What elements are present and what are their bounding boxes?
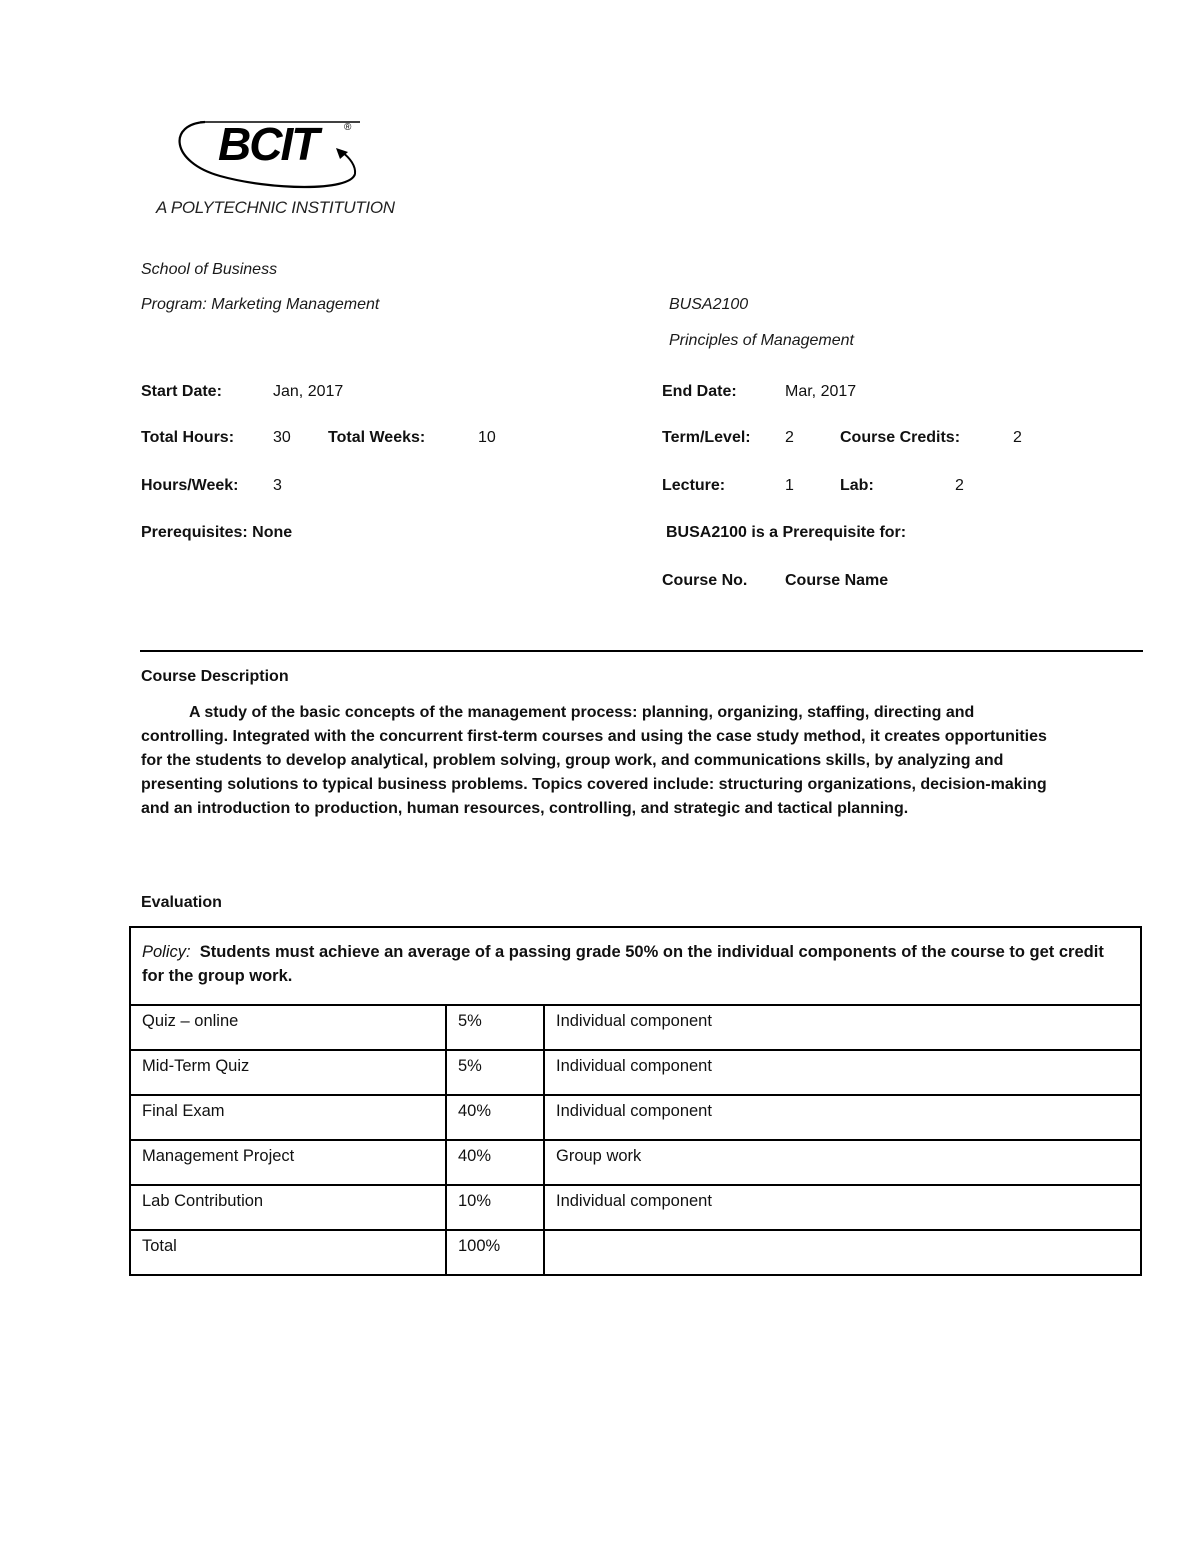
- evaluation-table: [129, 926, 1142, 1276]
- svg-text:®: ®: [344, 122, 352, 133]
- item-cell: Lab Contribution: [130, 1185, 446, 1230]
- weight-cell: 10%: [446, 1185, 544, 1230]
- course-no-header: Course No.: [662, 572, 748, 589]
- policy-cell: [130, 927, 1141, 1005]
- weight-cell: 100%: [446, 1230, 544, 1275]
- prerequisites: Prerequisites: None: [141, 524, 293, 541]
- type-cell: Group work: [544, 1140, 1141, 1185]
- end-date-value: Mar, 2017: [785, 383, 857, 400]
- course-title: Principles of Management: [669, 332, 854, 349]
- term-level-label: Term/Level:: [662, 429, 751, 446]
- course-description-body: [141, 701, 1061, 821]
- section-divider: [140, 650, 1143, 652]
- school-name: School of Business: [141, 261, 278, 278]
- term-level-value: 2: [785, 429, 794, 446]
- total-hours-value: 30: [273, 429, 291, 446]
- type-cell: Individual component: [544, 1185, 1141, 1230]
- item-cell: Management Project: [130, 1140, 446, 1185]
- lab-value: 2: [955, 477, 964, 494]
- weight-cell: 5%: [446, 1050, 544, 1095]
- lecture-value: 1: [785, 477, 794, 494]
- course-credits-label: Course Credits:: [840, 429, 961, 446]
- weight-cell: 40%: [446, 1095, 544, 1140]
- total-hours-label: Total Hours:: [141, 429, 235, 446]
- type-cell: [544, 1230, 1141, 1275]
- hours-week-value: 3: [273, 477, 282, 494]
- policy-label: Policy:: [142, 943, 191, 961]
- table-row-total: [130, 1230, 1141, 1275]
- type-cell: Individual component: [544, 1005, 1141, 1050]
- lab-label: Lab:: [840, 477, 874, 494]
- table-row: [130, 1140, 1141, 1185]
- lecture-label: Lecture:: [662, 477, 726, 494]
- table-row: [130, 1185, 1141, 1230]
- table-row: [130, 1050, 1141, 1095]
- item-cell: Total: [130, 1230, 446, 1275]
- hours-week-label: Hours/Week:: [141, 477, 239, 494]
- start-date-value: Jan, 2017: [273, 383, 344, 400]
- start-date-label: Start Date:: [141, 383, 222, 400]
- policy-text: Students must achieve an average of a passing grade 50% on the individual components of the course to get credit for the group work.: [142, 943, 1104, 985]
- type-cell: Individual component: [544, 1050, 1141, 1095]
- bcit-logo-mark: [150, 112, 390, 198]
- type-cell: Individual component: [544, 1095, 1141, 1140]
- total-weeks-value: 10: [478, 429, 496, 446]
- weight-cell: 5%: [446, 1005, 544, 1050]
- table-row: [130, 1095, 1141, 1140]
- course-description-heading: Course Description: [141, 668, 289, 685]
- svg-text:BCIT: BCIT: [218, 118, 318, 170]
- table-row: [130, 1005, 1141, 1050]
- item-cell: Final Exam: [130, 1095, 446, 1140]
- course-credits-value: 2: [1013, 429, 1022, 446]
- prerequisite-for: BUSA2100 is a Prerequisite for:: [666, 524, 907, 541]
- program-name: Program: Marketing Management: [141, 296, 380, 313]
- logo-tagline: A POLYTECHNIC INSTITUTION: [156, 198, 395, 217]
- policy-row: [130, 927, 1141, 1005]
- evaluation-heading: Evaluation: [141, 894, 222, 911]
- item-cell: Quiz – online: [130, 1005, 446, 1050]
- weight-cell: 40%: [446, 1140, 544, 1185]
- item-cell: Mid-Term Quiz: [130, 1050, 446, 1095]
- course-description-text: A study of the basic concepts of the management process: planning, organizing, staffing, directing and controlling. Integrated with the concurrent first-term courses and using the case study method, it creates opportunities for the students to develop analytical, problem solving, group work, and communications skills, by analyzing and presenting solutions to typical business problems. Topics covered include: structuring organizations, decision-making and an introduction to production, human resources, controlling, and strategic and tactical planning.: [141, 704, 1047, 817]
- end-date-label: End Date:: [662, 383, 737, 400]
- course-code: BUSA2100: [669, 296, 749, 313]
- course-name-header: Course Name: [785, 572, 889, 589]
- total-weeks-label: Total Weeks:: [328, 429, 426, 446]
